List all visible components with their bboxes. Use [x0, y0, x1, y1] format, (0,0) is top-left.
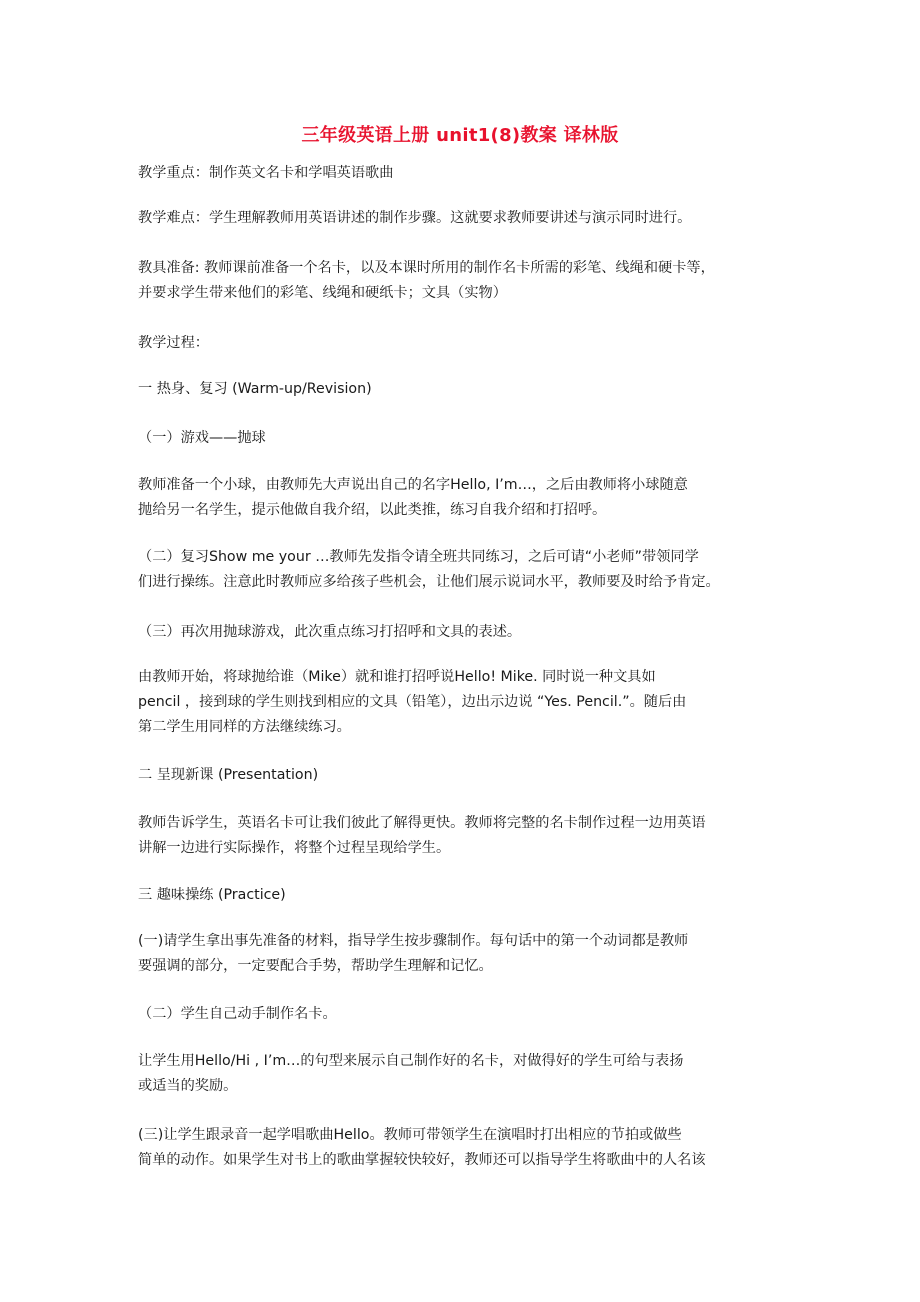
text-line: （一）游戏——抛球 — [138, 430, 266, 446]
text-line: 或适当的奖励。 — [138, 1078, 238, 1094]
text-line: 教学过程： — [138, 335, 209, 351]
text-line: pencil ，接到球的学生则找到相应的文具（铅笔），边出示边说 “Yes. Pencil.”。随后由 — [138, 694, 687, 710]
paragraph-ball-game-steps — [138, 665, 798, 740]
text-line: （二）学生自己动手制作名卡。 — [138, 1006, 337, 1022]
section-heading-warmup — [138, 377, 798, 402]
paragraph-game-description — [138, 473, 798, 523]
text-line: 们进行操练。注意此时教师应多给孩子些机会，让他们展示说词水平，教师要及时给予肯定。 — [138, 574, 720, 590]
paragraph-presentation — [138, 811, 798, 861]
text-line: 三 趣味操练 (Practice) — [138, 887, 286, 903]
section-heading-practice — [138, 883, 798, 908]
text-line: 教学难点：学生理解教师用英语讲述的制作步骤。这就要求教师要讲述与演示同时进行。 — [138, 210, 692, 226]
paragraph-teaching-focus — [138, 161, 798, 186]
text-line: 让学生用Hello/Hi , I’m…的句型来展示自己制作好的名卡，对做得好的学生可给与表扬 — [138, 1053, 684, 1069]
text-line: 简单的动作。如果学生对书上的歌曲掌握较快较好，教师还可以指导学生将歌曲中的人名该 — [138, 1152, 706, 1168]
text-line: 二 呈现新课 (Presentation) — [138, 767, 319, 783]
text-line: 抛给另一名学生，提示他做自我介绍，以此类推，练习自我介绍和打招呼。 — [138, 502, 607, 518]
text-line: 要强调的部分，一定要配合手势，帮助学生理解和记忆。 — [138, 958, 493, 974]
paragraph-make-card — [138, 1002, 798, 1027]
text-line: 讲解一边进行实际操作，将整个过程呈现给学生。 — [138, 840, 451, 856]
paragraph-teaching-difficulty — [138, 206, 798, 231]
paragraph-process-heading — [138, 331, 798, 356]
paragraph-practice-materials — [138, 929, 798, 979]
paragraph-review — [138, 545, 798, 595]
text-line: 并要求学生带来他们的彩笔、线绳和硬纸卡；文具（实物） — [138, 285, 507, 301]
text-line: （二）复习Show me your …教师先发指令请全班共同练习，之后可请“小老师”带领同学 — [138, 549, 699, 565]
text-line: 第二学生用同样的方法继续练习。 — [138, 719, 351, 735]
subheading-game — [138, 426, 798, 451]
text-line: 教具准备: 教师课前准备一个名卡，以及本课时所用的制作名卡所需的彩笔、线绳和硬卡等， — [138, 260, 715, 276]
text-line: (一)请学生拿出事先准备的材料，指导学生按步骤制作。每句话中的第一个动词都是教师 — [138, 933, 689, 949]
text-line: 教师准备一个小球，由教师先大声说出自己的名字Hello, I’m…，之后由教师将小球随意 — [138, 477, 688, 493]
paragraph-show-card — [138, 1049, 798, 1099]
paragraph-song — [138, 1123, 798, 1173]
paragraph-ball-game-again — [138, 620, 798, 645]
paragraph-materials — [138, 256, 798, 306]
section-heading-presentation — [138, 763, 798, 788]
text-line: 教师告诉学生，英语名卡可让我们彼此了解得更快。教师将完整的名卡制作过程一边用英语 — [138, 815, 706, 831]
text-line: (三)让学生跟录音一起学唱歌曲Hello。教师可带领学生在演唱时打出相应的节拍或做些 — [138, 1127, 682, 1143]
document-title: 三年级英语上册 unit1(8)教案 译林版 — [301, 125, 619, 146]
text-line: 教学重点：制作英文名卡和学唱英语歌曲 — [138, 165, 394, 181]
text-line: 由教师开始，将球抛给谁（Mike）就和谁打招呼说Hello! Mike. 同时说一种文具如 — [138, 669, 656, 685]
text-line: （三）再次用抛球游戏，此次重点练习打招呼和文具的表述。 — [138, 624, 522, 640]
text-line: 一 热身、复习 (Warm-up/Revision) — [138, 381, 372, 397]
